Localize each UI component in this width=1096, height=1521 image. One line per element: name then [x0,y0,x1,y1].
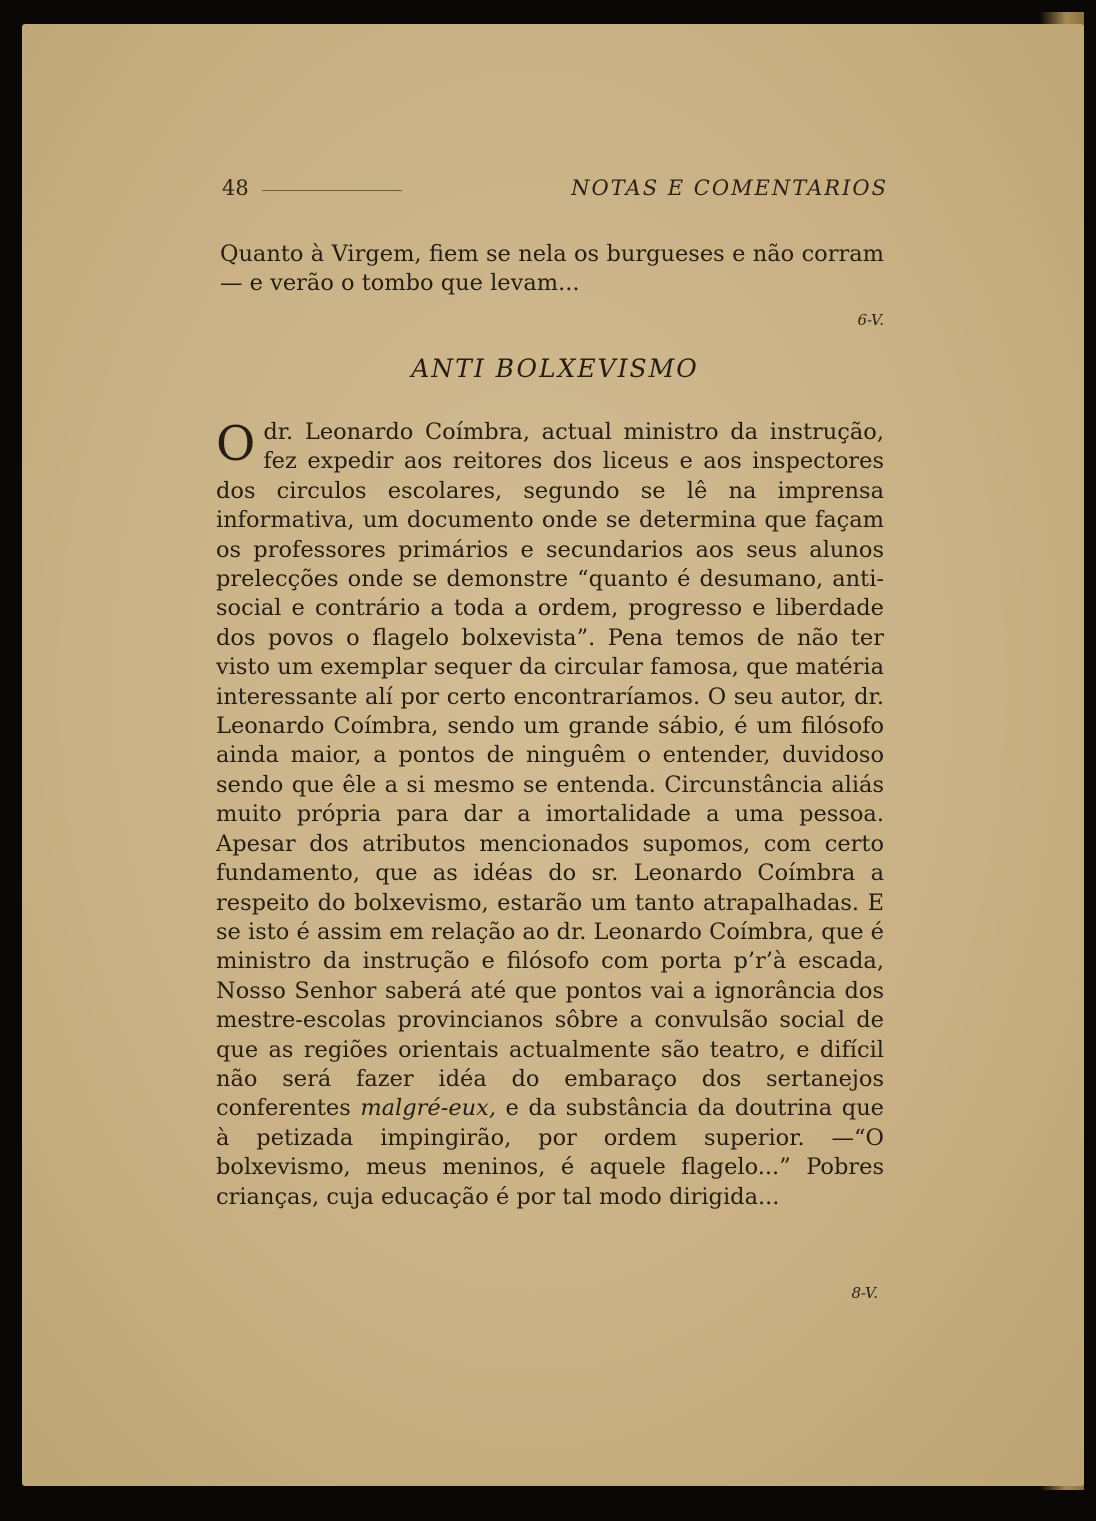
italic-phrase: malgré-eux, [360,1095,506,1122]
running-header [222,176,888,206]
article-signature: 8-V. [851,1284,878,1302]
header-rule [262,190,402,191]
drop-cap: O [216,416,256,472]
previous-note-paragraph: Quanto à Virgem, fiem se nela os burgueses e não corram — e verão o tombo que levam... [220,241,884,297]
article-body [216,418,884,1212]
article-title: ANTI BOLXEVISMO [411,354,699,383]
page-number: 48 [222,176,249,200]
article-body-text-2: e da substância da doutrina que à petizada impingirão, por ordem superior. —“O bolxevismo, meus meninos, é aquele flagelo...” Pobres crianças, cuja educação é por tal modo dirigida... [216,1095,884,1210]
article-body-text-1: dr. Leonardo Coímbra, actual ministro da instrução, fez expedir aos reitores dos liceus e aos inspectores dos circulos escolares, segundo se lê na imprensa informativa, um documento onde se determina que façam os professores primários e secundarios aos seus alunos prelecções onde se demonstre “quanto é desumano, anti-social e contrário a toda a ordem, progresso e liberdade dos povos o flagelo bolxevista”. Pena temos de não ter visto um exemplar sequer da circular famosa, que matéria interessante alí por certo encontraríamos. O seu autor, dr. Leonardo Coímbra, sendo um grande sábio, é um filósofo ainda maior, a pontos de ninguêm o entender, duvidoso sendo que êle a si mesmo se entenda. Circunstância aliás muito própria para dar a imortalidade a uma pessoa. Apesar dos atributos mencionados supomos, com certo fundamento, que as idéas do sr. Leonardo Coímbra a respeito do bolxevismo, estarão um tanto atrapalhadas. E se isto é assim em relação ao dr. Leonardo Coímbra, que é ministro da instrução e filósofo com porta p’r’à escada, Nosso Senhor saberá até que pontos vai a ignorância dos mestre-escolas provincianos sôbre a convulsão social de que as regiões orientais actualmente são teatro, e difícil não será fazer idéa do embaraço dos sertanejos conferentes [216,419,884,1122]
running-title: NOTAS E COMENTARIOS [571,176,888,200]
previous-note-signature: 6-V. [857,311,884,329]
